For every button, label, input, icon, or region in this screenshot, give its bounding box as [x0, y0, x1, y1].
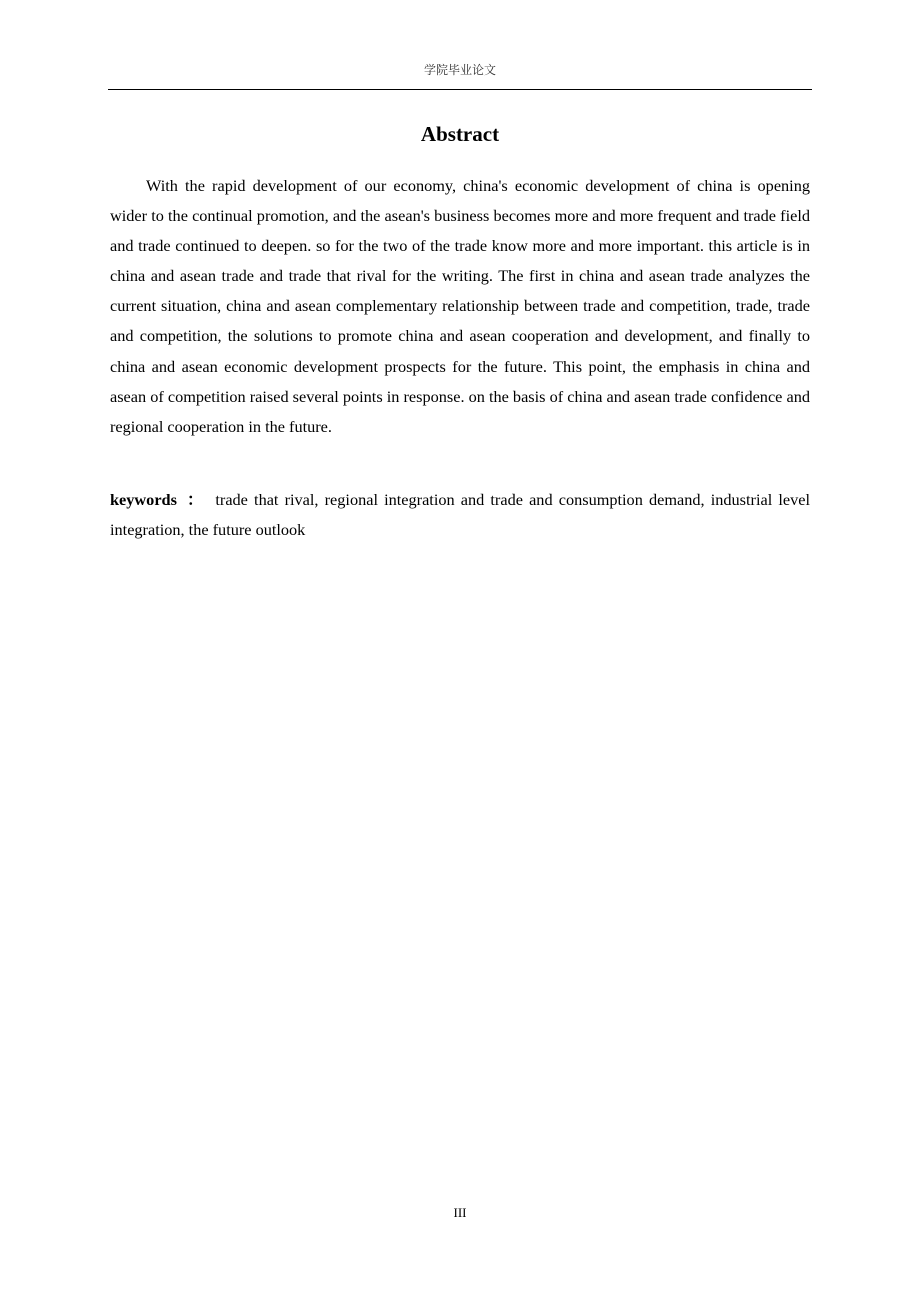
header-divider	[108, 89, 812, 90]
abstract-title: Abstract	[420, 122, 500, 146]
page-header: 学院毕业论文	[423, 63, 496, 77]
keywords-label: keywords	[110, 490, 177, 509]
keywords-colon: ：	[184, 490, 206, 509]
keywords-section	[110, 485, 810, 545]
keywords-text: trade that rival, regional integration and trade and consumption demand, industrial level integration, the future outlook	[110, 490, 810, 540]
page-number: III	[453, 1205, 467, 1220]
abstract-body: With the rapid development of our economy, china's economic development of china is opening wider to the continual promotion, and the asean's business becomes more and more frequent and trade field and trade continued to deepen. so for the two of the trade know more and more important. this article is in china and asean trade and trade that rival for the writing. The first in china and asean trade analyzes the current situation, china and asean complementary relationship between trade and competition, trade, trade and competition, the solutions to promote china and asean cooperation and development, and finally to china and asean economic development prospects for the future. This point, the emphasis in china and asean of competition raised several points in response. on the basis of china and asean trade confidence and regional cooperation in the future.	[110, 176, 810, 436]
